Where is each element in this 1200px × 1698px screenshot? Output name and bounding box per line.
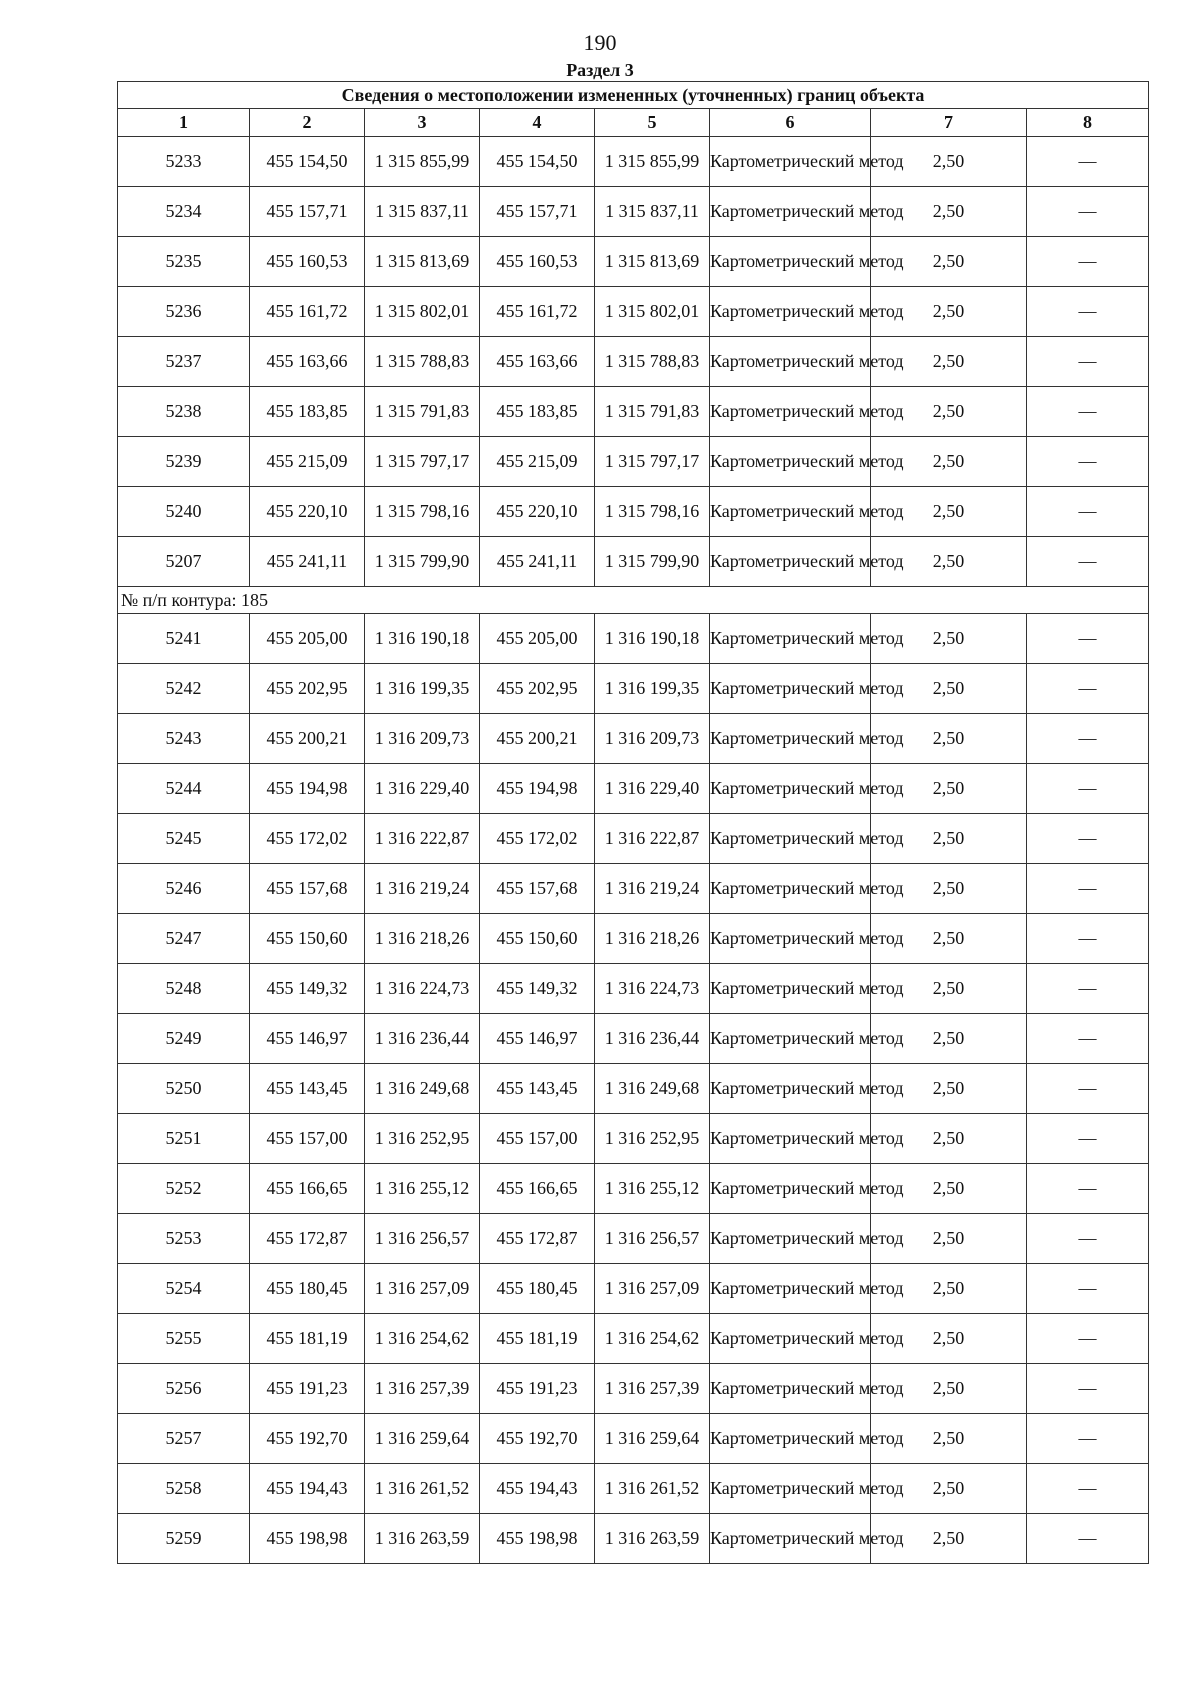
accuracy-cell: 2,50: [871, 714, 1027, 764]
point-number-cell: 5245: [118, 814, 250, 864]
x-existing-cell: 455 181,19: [250, 1314, 365, 1364]
accuracy-cell: 2,50: [871, 614, 1027, 664]
y-existing-cell: 1 316 252,95: [365, 1114, 480, 1164]
accuracy-cell: 2,50: [871, 914, 1027, 964]
method-cell: Картометрический метод: [710, 137, 871, 187]
column-number: 2: [250, 109, 365, 137]
point-number-cell: 5233: [118, 137, 250, 187]
x-new-cell: 455 191,23: [480, 1364, 595, 1414]
y-existing-cell: 1 316 236,44: [365, 1014, 480, 1064]
y-new-cell: 1 316 263,59: [595, 1514, 710, 1564]
x-existing-cell: 455 194,98: [250, 764, 365, 814]
description-cell: —: [1027, 387, 1149, 437]
method-cell: Картометрический метод: [710, 614, 871, 664]
point-number-cell: 5258: [118, 1464, 250, 1514]
point-number-cell: 5252: [118, 1164, 250, 1214]
description-cell: —: [1027, 1014, 1149, 1064]
x-new-cell: 455 215,09: [480, 437, 595, 487]
x-existing-cell: 455 157,68: [250, 864, 365, 914]
table-row: [118, 1214, 1149, 1264]
method-cell: Картометрический метод: [710, 814, 871, 864]
accuracy-cell: 2,50: [871, 187, 1027, 237]
method-cell: Картометрический метод: [710, 337, 871, 387]
accuracy-cell: 2,50: [871, 237, 1027, 287]
point-number-cell: 5244: [118, 764, 250, 814]
method-cell: Картометрический метод: [710, 1014, 871, 1064]
y-existing-cell: 1 315 797,17: [365, 437, 480, 487]
x-existing-cell: 455 194,43: [250, 1464, 365, 1514]
table-row: [118, 537, 1149, 587]
method-cell: Картометрический метод: [710, 387, 871, 437]
method-cell: Картометрический метод: [710, 1314, 871, 1364]
accuracy-cell: 2,50: [871, 1514, 1027, 1564]
description-cell: —: [1027, 1464, 1149, 1514]
x-existing-cell: 455 166,65: [250, 1164, 365, 1214]
x-existing-cell: 455 157,00: [250, 1114, 365, 1164]
point-number-cell: 5259: [118, 1514, 250, 1564]
x-existing-cell: 455 143,45: [250, 1064, 365, 1114]
table-row: [118, 237, 1149, 287]
column-number: 3: [365, 109, 480, 137]
table-row: [118, 764, 1149, 814]
column-number-row: [118, 109, 1149, 137]
table-row: [118, 437, 1149, 487]
x-new-cell: 455 192,70: [480, 1414, 595, 1464]
accuracy-cell: 2,50: [871, 1464, 1027, 1514]
description-cell: —: [1027, 864, 1149, 914]
table-row: [118, 1114, 1149, 1164]
x-new-cell: 455 172,87: [480, 1214, 595, 1264]
table-row: [118, 1064, 1149, 1114]
method-cell: Картометрический метод: [710, 1114, 871, 1164]
accuracy-cell: 2,50: [871, 964, 1027, 1014]
y-new-cell: 1 316 190,18: [595, 614, 710, 664]
x-existing-cell: 455 192,70: [250, 1414, 365, 1464]
point-number-cell: 5257: [118, 1414, 250, 1464]
accuracy-cell: 2,50: [871, 1364, 1027, 1414]
accuracy-cell: 2,50: [871, 1064, 1027, 1114]
x-new-cell: 455 194,43: [480, 1464, 595, 1514]
method-cell: Картометрический метод: [710, 864, 871, 914]
x-new-cell: 455 183,85: [480, 387, 595, 437]
section-title: Раздел 3: [566, 60, 634, 80]
y-existing-cell: 1 316 257,39: [365, 1364, 480, 1414]
y-existing-cell: 1 315 837,11: [365, 187, 480, 237]
point-number-cell: 5238: [118, 387, 250, 437]
y-existing-cell: 1 315 802,01: [365, 287, 480, 337]
x-new-cell: 455 157,71: [480, 187, 595, 237]
x-existing-cell: 455 198,98: [250, 1514, 365, 1564]
description-cell: —: [1027, 1164, 1149, 1214]
method-cell: Картометрический метод: [710, 187, 871, 237]
y-new-cell: 1 315 813,69: [595, 237, 710, 287]
accuracy-cell: 2,50: [871, 1114, 1027, 1164]
description-cell: —: [1027, 1214, 1149, 1264]
y-existing-cell: 1 315 799,90: [365, 537, 480, 587]
method-cell: Картометрический метод: [710, 437, 871, 487]
y-existing-cell: 1 316 254,62: [365, 1314, 480, 1364]
x-existing-cell: 455 150,60: [250, 914, 365, 964]
page-number: 190: [583, 30, 617, 55]
table-row: [118, 714, 1149, 764]
y-existing-cell: 1 315 788,83: [365, 337, 480, 387]
point-number-cell: 5242: [118, 664, 250, 714]
point-number-cell: 5243: [118, 714, 250, 764]
x-existing-cell: 455 146,97: [250, 1014, 365, 1064]
column-number: 1: [118, 109, 250, 137]
x-existing-cell: 455 160,53: [250, 237, 365, 287]
accuracy-cell: 2,50: [871, 137, 1027, 187]
point-number-cell: 5237: [118, 337, 250, 387]
point-number-cell: 5246: [118, 864, 250, 914]
table-row: [118, 1414, 1149, 1464]
y-new-cell: 1 316 259,64: [595, 1414, 710, 1464]
x-new-cell: 455 157,00: [480, 1114, 595, 1164]
x-new-cell: 455 166,65: [480, 1164, 595, 1214]
x-new-cell: 455 157,68: [480, 864, 595, 914]
point-number-cell: 5239: [118, 437, 250, 487]
y-new-cell: 1 316 224,73: [595, 964, 710, 1014]
x-new-cell: 455 143,45: [480, 1064, 595, 1114]
y-existing-cell: 1 316 255,12: [365, 1164, 480, 1214]
y-new-cell: 1 316 219,24: [595, 864, 710, 914]
x-existing-cell: 455 191,23: [250, 1364, 365, 1414]
accuracy-cell: 2,50: [871, 764, 1027, 814]
x-existing-cell: 455 202,95: [250, 664, 365, 714]
y-existing-cell: 1 316 199,35: [365, 664, 480, 714]
column-number: 6: [710, 109, 871, 137]
method-cell: Картометрический метод: [710, 1264, 871, 1314]
y-existing-cell: 1 316 257,09: [365, 1264, 480, 1314]
table-row: [118, 864, 1149, 914]
table-row: [118, 964, 1149, 1014]
y-existing-cell: 1 316 261,52: [365, 1464, 480, 1514]
y-existing-cell: 1 316 259,64: [365, 1414, 480, 1464]
table-row: [118, 137, 1149, 187]
y-existing-cell: 1 316 263,59: [365, 1514, 480, 1564]
point-number-cell: 5255: [118, 1314, 250, 1364]
x-new-cell: 455 205,00: [480, 614, 595, 664]
description-cell: —: [1027, 187, 1149, 237]
table-row: [118, 814, 1149, 864]
method-cell: Картометрический метод: [710, 1364, 871, 1414]
y-new-cell: 1 316 257,39: [595, 1364, 710, 1414]
accuracy-cell: 2,50: [871, 487, 1027, 537]
point-number-cell: 5256: [118, 1364, 250, 1414]
column-number: 8: [1027, 109, 1149, 137]
x-new-cell: 455 160,53: [480, 237, 595, 287]
method-cell: Картометрический метод: [710, 1064, 871, 1114]
point-number-cell: 5207: [118, 537, 250, 587]
description-cell: —: [1027, 964, 1149, 1014]
y-existing-cell: 1 316 224,73: [365, 964, 480, 1014]
method-cell: Картометрический метод: [710, 964, 871, 1014]
method-cell: Картометрический метод: [710, 764, 871, 814]
x-new-cell: 455 198,98: [480, 1514, 595, 1564]
y-new-cell: 1 315 788,83: [595, 337, 710, 387]
table-row: [118, 287, 1149, 337]
y-new-cell: 1 315 799,90: [595, 537, 710, 587]
y-existing-cell: 1 315 813,69: [365, 237, 480, 287]
x-existing-cell: 455 180,45: [250, 1264, 365, 1314]
y-new-cell: 1 316 255,12: [595, 1164, 710, 1214]
method-cell: Картометрический метод: [710, 1464, 871, 1514]
x-new-cell: 455 202,95: [480, 664, 595, 714]
x-new-cell: 455 180,45: [480, 1264, 595, 1314]
accuracy-cell: 2,50: [871, 387, 1027, 437]
method-cell: Картометрический метод: [710, 914, 871, 964]
accuracy-cell: 2,50: [871, 864, 1027, 914]
column-number: 4: [480, 109, 595, 137]
y-new-cell: 1 316 229,40: [595, 764, 710, 814]
x-new-cell: 455 194,98: [480, 764, 595, 814]
accuracy-cell: 2,50: [871, 437, 1027, 487]
table-row: [118, 1464, 1149, 1514]
table-row: [118, 337, 1149, 387]
contour-label: № п/п контура: 185: [118, 587, 1149, 614]
accuracy-cell: 2,50: [871, 1164, 1027, 1214]
table-body: [118, 137, 1149, 1564]
x-existing-cell: 455 220,10: [250, 487, 365, 537]
description-cell: —: [1027, 1314, 1149, 1364]
point-number-cell: 5253: [118, 1214, 250, 1264]
x-new-cell: 455 149,32: [480, 964, 595, 1014]
description-cell: —: [1027, 764, 1149, 814]
method-cell: Картометрический метод: [710, 287, 871, 337]
table-row: [118, 1314, 1149, 1364]
y-new-cell: 1 316 254,62: [595, 1314, 710, 1364]
x-existing-cell: 455 215,09: [250, 437, 365, 487]
table-row: [118, 187, 1149, 237]
x-existing-cell: 455 183,85: [250, 387, 365, 437]
description-cell: —: [1027, 437, 1149, 487]
x-new-cell: 455 241,11: [480, 537, 595, 587]
y-existing-cell: 1 316 229,40: [365, 764, 480, 814]
column-number: 7: [871, 109, 1027, 137]
description-cell: —: [1027, 1414, 1149, 1464]
description-cell: —: [1027, 1114, 1149, 1164]
table-caption: Сведения о местоположении измененных (уточненных) границ объекта: [118, 82, 1149, 109]
accuracy-cell: 2,50: [871, 1214, 1027, 1264]
y-existing-cell: 1 316 249,68: [365, 1064, 480, 1114]
table-row: [118, 1264, 1149, 1314]
x-new-cell: 455 163,66: [480, 337, 595, 387]
x-new-cell: 455 154,50: [480, 137, 595, 187]
x-existing-cell: 455 172,02: [250, 814, 365, 864]
x-existing-cell: 455 205,00: [250, 614, 365, 664]
method-cell: Картометрический метод: [710, 1514, 871, 1564]
accuracy-cell: 2,50: [871, 1014, 1027, 1064]
point-number-cell: 5235: [118, 237, 250, 287]
method-cell: Картометрический метод: [710, 537, 871, 587]
y-new-cell: 1 316 252,95: [595, 1114, 710, 1164]
description-cell: —: [1027, 614, 1149, 664]
accuracy-cell: 2,50: [871, 1264, 1027, 1314]
table-row: [118, 664, 1149, 714]
description-cell: —: [1027, 287, 1149, 337]
description-cell: —: [1027, 914, 1149, 964]
x-existing-cell: 455 200,21: [250, 714, 365, 764]
y-new-cell: 1 315 855,99: [595, 137, 710, 187]
x-existing-cell: 455 149,32: [250, 964, 365, 1014]
column-number: 5: [595, 109, 710, 137]
point-number-cell: 5241: [118, 614, 250, 664]
y-existing-cell: 1 316 256,57: [365, 1214, 480, 1264]
x-new-cell: 455 146,97: [480, 1014, 595, 1064]
y-new-cell: 1 316 236,44: [595, 1014, 710, 1064]
y-existing-cell: 1 316 209,73: [365, 714, 480, 764]
description-cell: —: [1027, 1264, 1149, 1314]
x-existing-cell: 455 172,87: [250, 1214, 365, 1264]
point-number-cell: 5240: [118, 487, 250, 537]
point-number-cell: 5236: [118, 287, 250, 337]
table-row: [118, 614, 1149, 664]
y-new-cell: 1 315 802,01: [595, 287, 710, 337]
coordinates-table: [117, 81, 1149, 1564]
x-new-cell: 455 181,19: [480, 1314, 595, 1364]
accuracy-cell: 2,50: [871, 537, 1027, 587]
table-row: [118, 1514, 1149, 1564]
method-cell: Картометрический метод: [710, 664, 871, 714]
y-existing-cell: 1 316 190,18: [365, 614, 480, 664]
y-new-cell: 1 315 837,11: [595, 187, 710, 237]
y-existing-cell: 1 315 791,83: [365, 387, 480, 437]
method-cell: Картометрический метод: [710, 1164, 871, 1214]
accuracy-cell: 2,50: [871, 1314, 1027, 1364]
description-cell: —: [1027, 237, 1149, 287]
x-new-cell: 455 220,10: [480, 487, 595, 537]
y-new-cell: 1 316 218,26: [595, 914, 710, 964]
description-cell: —: [1027, 714, 1149, 764]
table-row: [118, 487, 1149, 537]
point-number-cell: 5234: [118, 187, 250, 237]
description-cell: —: [1027, 1364, 1149, 1414]
description-cell: —: [1027, 814, 1149, 864]
description-cell: —: [1027, 1064, 1149, 1114]
y-new-cell: 1 316 222,87: [595, 814, 710, 864]
method-cell: Картометрический метод: [710, 1214, 871, 1264]
table-row: [118, 1014, 1149, 1064]
x-new-cell: 455 200,21: [480, 714, 595, 764]
y-new-cell: 1 315 798,16: [595, 487, 710, 537]
contour-row: [118, 587, 1149, 614]
point-number-cell: 5249: [118, 1014, 250, 1064]
y-existing-cell: 1 315 855,99: [365, 137, 480, 187]
y-existing-cell: 1 316 222,87: [365, 814, 480, 864]
table-row: [118, 1364, 1149, 1414]
method-cell: Картометрический метод: [710, 237, 871, 287]
accuracy-cell: 2,50: [871, 287, 1027, 337]
y-existing-cell: 1 316 218,26: [365, 914, 480, 964]
method-cell: Картометрический метод: [710, 714, 871, 764]
description-cell: —: [1027, 537, 1149, 587]
accuracy-cell: 2,50: [871, 1414, 1027, 1464]
point-number-cell: 5251: [118, 1114, 250, 1164]
table-row: [118, 387, 1149, 437]
x-new-cell: 455 161,72: [480, 287, 595, 337]
x-new-cell: 455 150,60: [480, 914, 595, 964]
y-new-cell: 1 316 249,68: [595, 1064, 710, 1114]
x-existing-cell: 455 157,71: [250, 187, 365, 237]
accuracy-cell: 2,50: [871, 337, 1027, 387]
point-number-cell: 5248: [118, 964, 250, 1014]
x-existing-cell: 455 163,66: [250, 337, 365, 387]
description-cell: —: [1027, 664, 1149, 714]
y-new-cell: 1 316 256,57: [595, 1214, 710, 1264]
y-new-cell: 1 315 791,83: [595, 387, 710, 437]
description-cell: —: [1027, 487, 1149, 537]
x-new-cell: 455 172,02: [480, 814, 595, 864]
description-cell: —: [1027, 337, 1149, 387]
point-number-cell: 5247: [118, 914, 250, 964]
accuracy-cell: 2,50: [871, 664, 1027, 714]
y-new-cell: 1 316 261,52: [595, 1464, 710, 1514]
y-new-cell: 1 316 257,09: [595, 1264, 710, 1314]
x-existing-cell: 455 161,72: [250, 287, 365, 337]
y-existing-cell: 1 316 219,24: [365, 864, 480, 914]
x-existing-cell: 455 241,11: [250, 537, 365, 587]
table-row: [118, 1164, 1149, 1214]
y-new-cell: 1 316 209,73: [595, 714, 710, 764]
y-existing-cell: 1 315 798,16: [365, 487, 480, 537]
description-cell: —: [1027, 1514, 1149, 1564]
x-existing-cell: 455 154,50: [250, 137, 365, 187]
table-row: [118, 914, 1149, 964]
method-cell: Картометрический метод: [710, 487, 871, 537]
accuracy-cell: 2,50: [871, 814, 1027, 864]
description-cell: —: [1027, 137, 1149, 187]
y-new-cell: 1 316 199,35: [595, 664, 710, 714]
method-cell: Картометрический метод: [710, 1414, 871, 1464]
point-number-cell: 5254: [118, 1264, 250, 1314]
y-new-cell: 1 315 797,17: [595, 437, 710, 487]
point-number-cell: 5250: [118, 1064, 250, 1114]
